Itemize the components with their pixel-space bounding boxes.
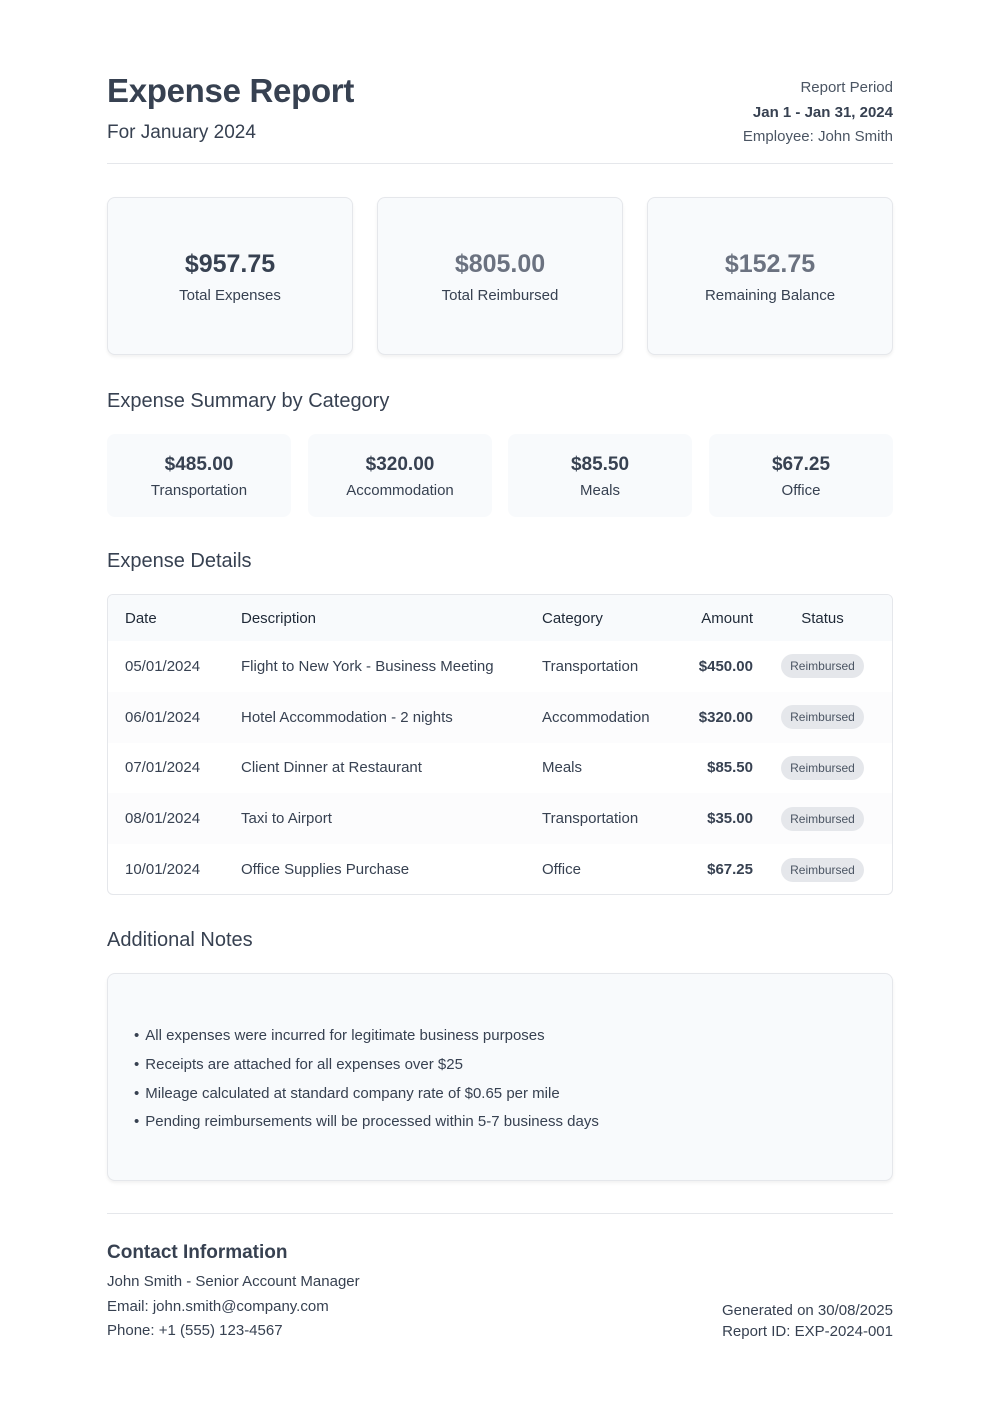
cell-status bbox=[753, 793, 892, 844]
category-value: $320.00 bbox=[365, 454, 435, 475]
cell-category: Transportation bbox=[542, 657, 639, 675]
report-subtitle: For January 2024 bbox=[107, 122, 256, 143]
generation-info bbox=[722, 1300, 893, 1342]
cell-description: Office Supplies Purchase bbox=[241, 861, 410, 879]
cell-status bbox=[753, 743, 892, 794]
stat-card-total-reimbursed bbox=[377, 197, 623, 355]
cell-category: Accommodation bbox=[542, 708, 650, 726]
cell-date: 07/01/2024 bbox=[125, 759, 201, 777]
category-card-office bbox=[709, 434, 893, 517]
cell-status bbox=[753, 692, 892, 743]
stat-label: Total Expenses bbox=[179, 287, 281, 304]
cell-category: Office bbox=[542, 861, 581, 879]
cell-amount: $35.00 bbox=[707, 810, 753, 828]
category-card-transportation bbox=[107, 434, 291, 517]
cell-amount: $450.00 bbox=[698, 657, 753, 675]
cell-description: Flight to New York - Business Meeting bbox=[241, 657, 494, 675]
category-summary bbox=[107, 434, 893, 517]
category-card-meals bbox=[508, 434, 692, 517]
notes-section-title: Additional Notes bbox=[107, 929, 253, 951]
category-label: Meals bbox=[579, 482, 620, 499]
cell-date: 06/01/2024 bbox=[125, 708, 201, 726]
contact-title: Contact Information bbox=[107, 1242, 288, 1263]
stat-label: Total Reimbursed bbox=[441, 287, 559, 304]
cell-category: Transportation bbox=[542, 810, 639, 828]
status-badge: Reimbursed bbox=[781, 705, 864, 729]
column-header-category: Category bbox=[542, 609, 603, 627]
stat-label: Remaining Balance bbox=[704, 287, 836, 304]
details-section-title: Expense Details bbox=[107, 550, 252, 572]
column-header-amount: Amount bbox=[701, 609, 753, 627]
cell-date: 10/01/2024 bbox=[125, 861, 201, 879]
status-badge: Reimbursed bbox=[781, 756, 864, 780]
table-row bbox=[108, 793, 892, 844]
period-range: Jan 1 - Jan 31, 2024 bbox=[752, 103, 893, 121]
category-value: $485.00 bbox=[164, 454, 234, 475]
table-row bbox=[108, 641, 892, 692]
note-item: • All expenses were incurred for legitimate business purposes bbox=[134, 1022, 892, 1051]
contact-phone: Phone: +1 (555) 123-4567 bbox=[107, 1322, 283, 1339]
note-item: • Pending reimbursements will be processed within 5-7 business days bbox=[134, 1108, 892, 1137]
report-header bbox=[107, 72, 893, 164]
category-section-title: Expense Summary by Category bbox=[107, 390, 390, 412]
summary-stats bbox=[107, 197, 893, 355]
cell-amount: $85.50 bbox=[707, 759, 753, 777]
table-row bbox=[108, 692, 892, 743]
stat-value: $152.75 bbox=[724, 250, 816, 278]
cell-status bbox=[753, 641, 892, 692]
cell-amount: $67.25 bbox=[707, 861, 753, 879]
table-row bbox=[108, 743, 892, 794]
stat-value: $805.00 bbox=[454, 250, 546, 278]
status-badge: Reimbursed bbox=[781, 858, 864, 882]
stat-value: $957.75 bbox=[184, 250, 276, 278]
category-value: $85.50 bbox=[570, 454, 630, 475]
cell-date: 05/01/2024 bbox=[125, 657, 201, 675]
period-label: Report Period bbox=[800, 79, 893, 96]
cell-description: Taxi to Airport bbox=[241, 810, 332, 828]
cell-status bbox=[753, 844, 892, 895]
table-header-row bbox=[108, 595, 892, 641]
cell-amount: $320.00 bbox=[698, 708, 753, 726]
category-label: Office bbox=[781, 482, 821, 499]
status-badge: Reimbursed bbox=[781, 807, 864, 831]
expense-table bbox=[107, 594, 893, 895]
note-item: • Mileage calculated at standard company rate of $0.65 per mile bbox=[134, 1080, 892, 1109]
column-header-status: Status bbox=[801, 609, 844, 627]
cell-description: Client Dinner at Restaurant bbox=[241, 759, 422, 777]
contact-info bbox=[107, 1270, 360, 1344]
contact-name: John Smith - Senior Account Manager bbox=[107, 1273, 360, 1290]
report-period bbox=[743, 76, 893, 150]
cell-date: 08/01/2024 bbox=[125, 810, 201, 828]
note-item: • Receipts are attached for all expenses over $25 bbox=[134, 1051, 892, 1080]
cell-category: Meals bbox=[542, 759, 583, 777]
table-row bbox=[108, 844, 892, 895]
cell-description: Hotel Accommodation - 2 nights bbox=[241, 708, 453, 726]
category-label: Accommodation bbox=[346, 482, 454, 499]
report-title: Expense Report bbox=[107, 72, 355, 109]
status-badge: Reimbursed bbox=[781, 654, 864, 678]
category-card-accommodation bbox=[308, 434, 492, 517]
employee-name: Employee: John Smith bbox=[742, 128, 893, 145]
category-value: $67.25 bbox=[771, 454, 831, 475]
report-footer bbox=[107, 1213, 893, 1353]
report-id: Report ID: EXP-2024-001 bbox=[722, 1323, 893, 1340]
category-label: Transportation bbox=[150, 482, 248, 499]
column-header-date: Date bbox=[125, 609, 157, 627]
notes-box bbox=[107, 973, 893, 1181]
column-header-description: Description bbox=[241, 609, 317, 627]
stat-card-remaining-balance bbox=[647, 197, 893, 355]
stat-card-total-expenses bbox=[107, 197, 353, 355]
contact-email: Email: john.smith@company.com bbox=[107, 1297, 329, 1315]
generated-date: Generated on 30/08/2025 bbox=[722, 1302, 893, 1319]
